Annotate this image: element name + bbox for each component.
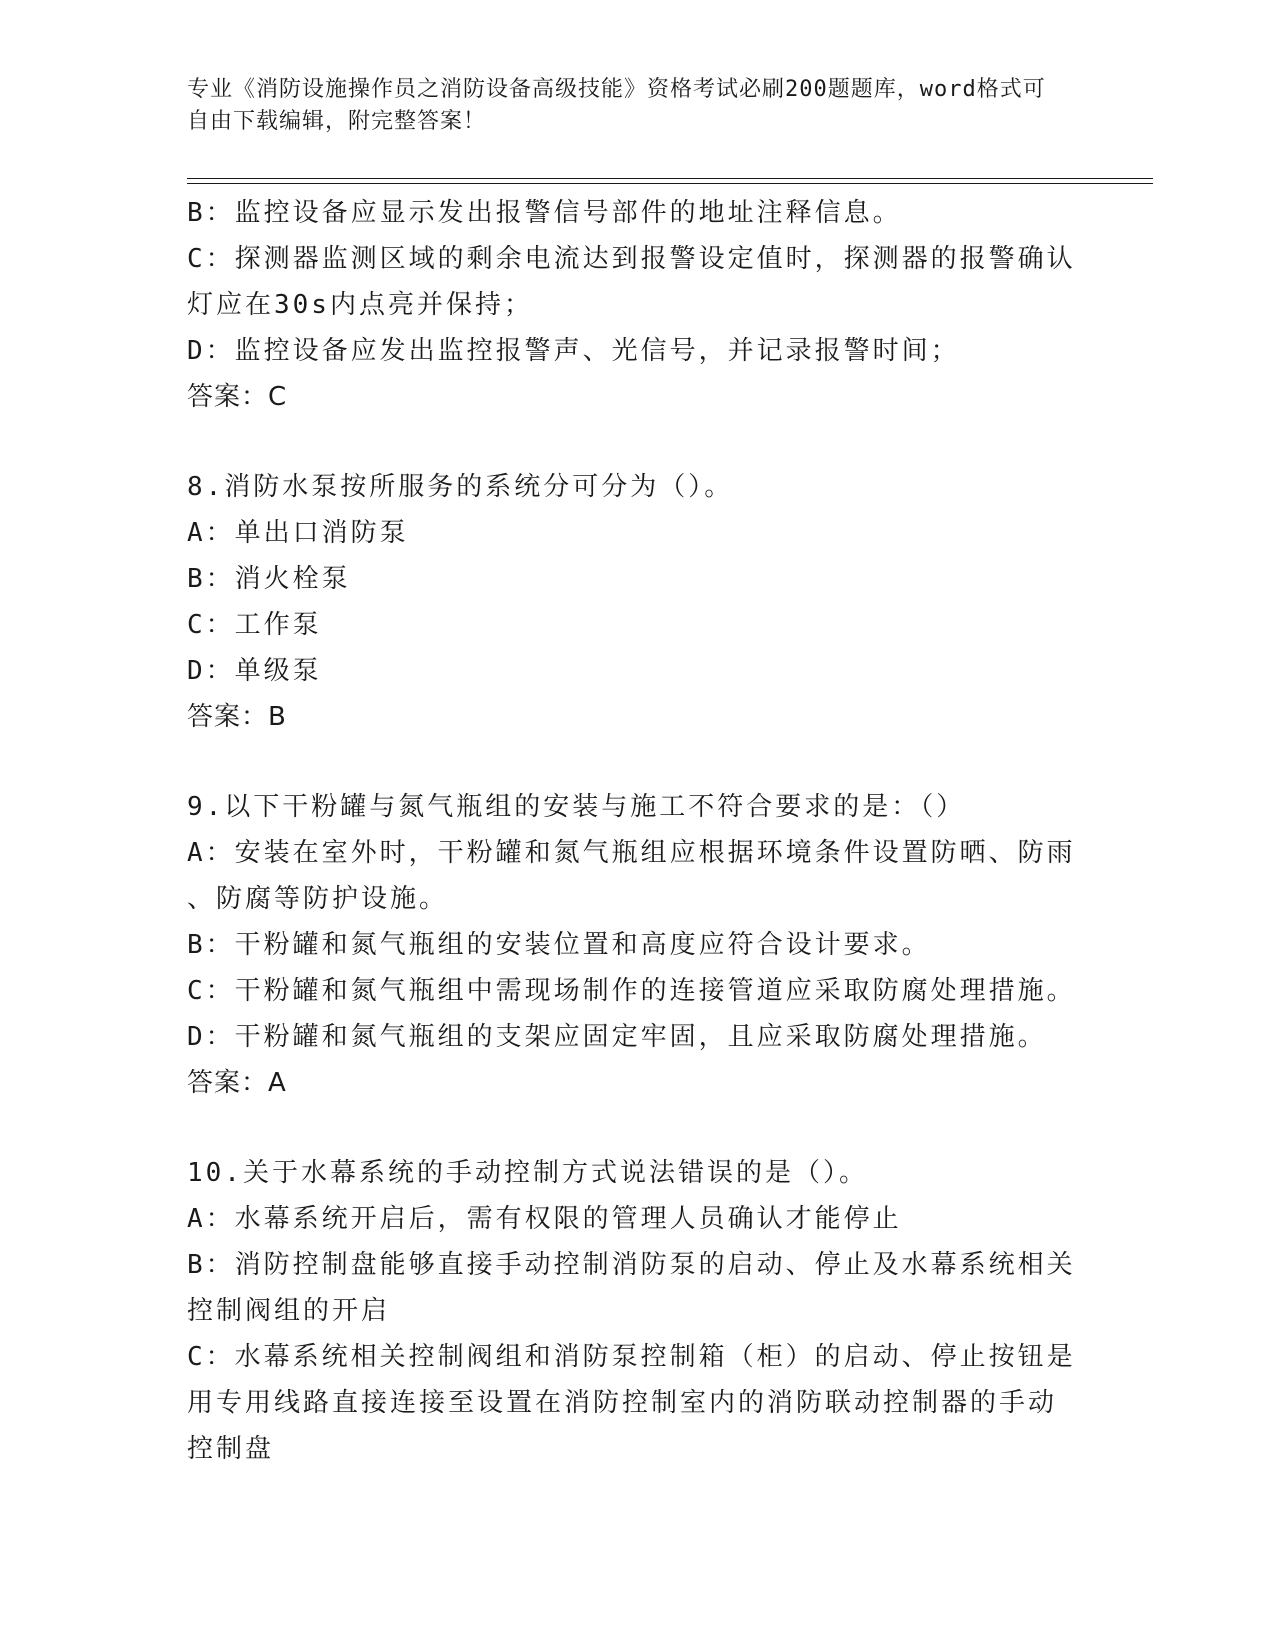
- option-a: A：单出口消防泵: [187, 518, 409, 548]
- option-b: B：消火栓泵: [187, 564, 351, 594]
- question-content: [187, 190, 1087, 1472]
- option-c-continued: 用专用线路直接连接至设置在消防控制室内的消防联动控制器的手动: [187, 1388, 1058, 1418]
- option-c: C：水幕系统相关控制阀组和消防泵控制箱（柜）的启动、停止按钮是: [187, 1342, 1076, 1372]
- answer: 答案：A: [187, 1068, 287, 1098]
- question-10: [187, 1150, 1087, 1472]
- spacer: [187, 1106, 1087, 1150]
- option-c-continued: 灯应在30s内点亮并保持；: [187, 290, 533, 320]
- option-a: A：安装在室外时，干粉罐和氮气瓶组应根据环境条件设置防晒、防雨: [187, 838, 1076, 868]
- question-text: 10.关于水幕系统的手动控制方式说法错误的是（）。: [187, 1158, 868, 1188]
- option-b: B：干粉罐和氮气瓶组的安装位置和高度应符合设计要求。: [187, 930, 931, 960]
- option-b: B：监控设备应显示发出报警信号部件的地址注释信息。: [187, 198, 902, 228]
- question-8: [187, 464, 1087, 740]
- option-a: A：水幕系统开启后，需有权限的管理人员确认才能停止: [187, 1204, 902, 1234]
- option-c: C：干粉罐和氮气瓶组中需现场制作的连接管道应采取防腐处理措施。: [187, 976, 1076, 1006]
- answer: 答案：B: [187, 702, 287, 732]
- option-d: D：单级泵: [187, 656, 322, 686]
- option-b-continued: 控制阀组的开启: [187, 1296, 391, 1326]
- option-b: B：消防控制盘能够直接手动控制消防泵的启动、停止及水幕系统相关: [187, 1250, 1076, 1280]
- option-a-continued: 、防腐等防护设施。: [187, 884, 449, 914]
- question-9: [187, 784, 1087, 1106]
- question-7: [187, 190, 1087, 420]
- document-header: [187, 74, 1067, 138]
- spacer: [187, 420, 1087, 464]
- option-c-continued-2: 控制盘: [187, 1434, 275, 1464]
- header-rule-top: [187, 178, 1153, 179]
- answer: 答案：C: [187, 382, 288, 412]
- header-rule-bottom: [187, 183, 1153, 184]
- option-d: D：监控设备应发出监控报警声、光信号，并记录报警时间；: [187, 336, 960, 366]
- question-text: 8.消防水泵按所服务的系统分可分为（）。: [187, 472, 734, 502]
- option-c: C：探测器监测区域的剩余电流达到报警设定值时，探测器的报警确认: [187, 244, 1076, 274]
- option-c: C：工作泵: [187, 610, 322, 640]
- spacer: [187, 740, 1087, 784]
- header-text: 专业《消防设施操作员之消防设备高级技能》资格考试必刷200题题库，word格式可自由下载编辑，附完整答案！: [187, 77, 1046, 134]
- option-d: D：干粉罐和氮气瓶组的支架应固定牢固，且应采取防腐处理措施。: [187, 1022, 1047, 1052]
- question-text: 9.以下干粉罐与氮气瓶组的安装与施工不符合要求的是：（）: [187, 792, 966, 822]
